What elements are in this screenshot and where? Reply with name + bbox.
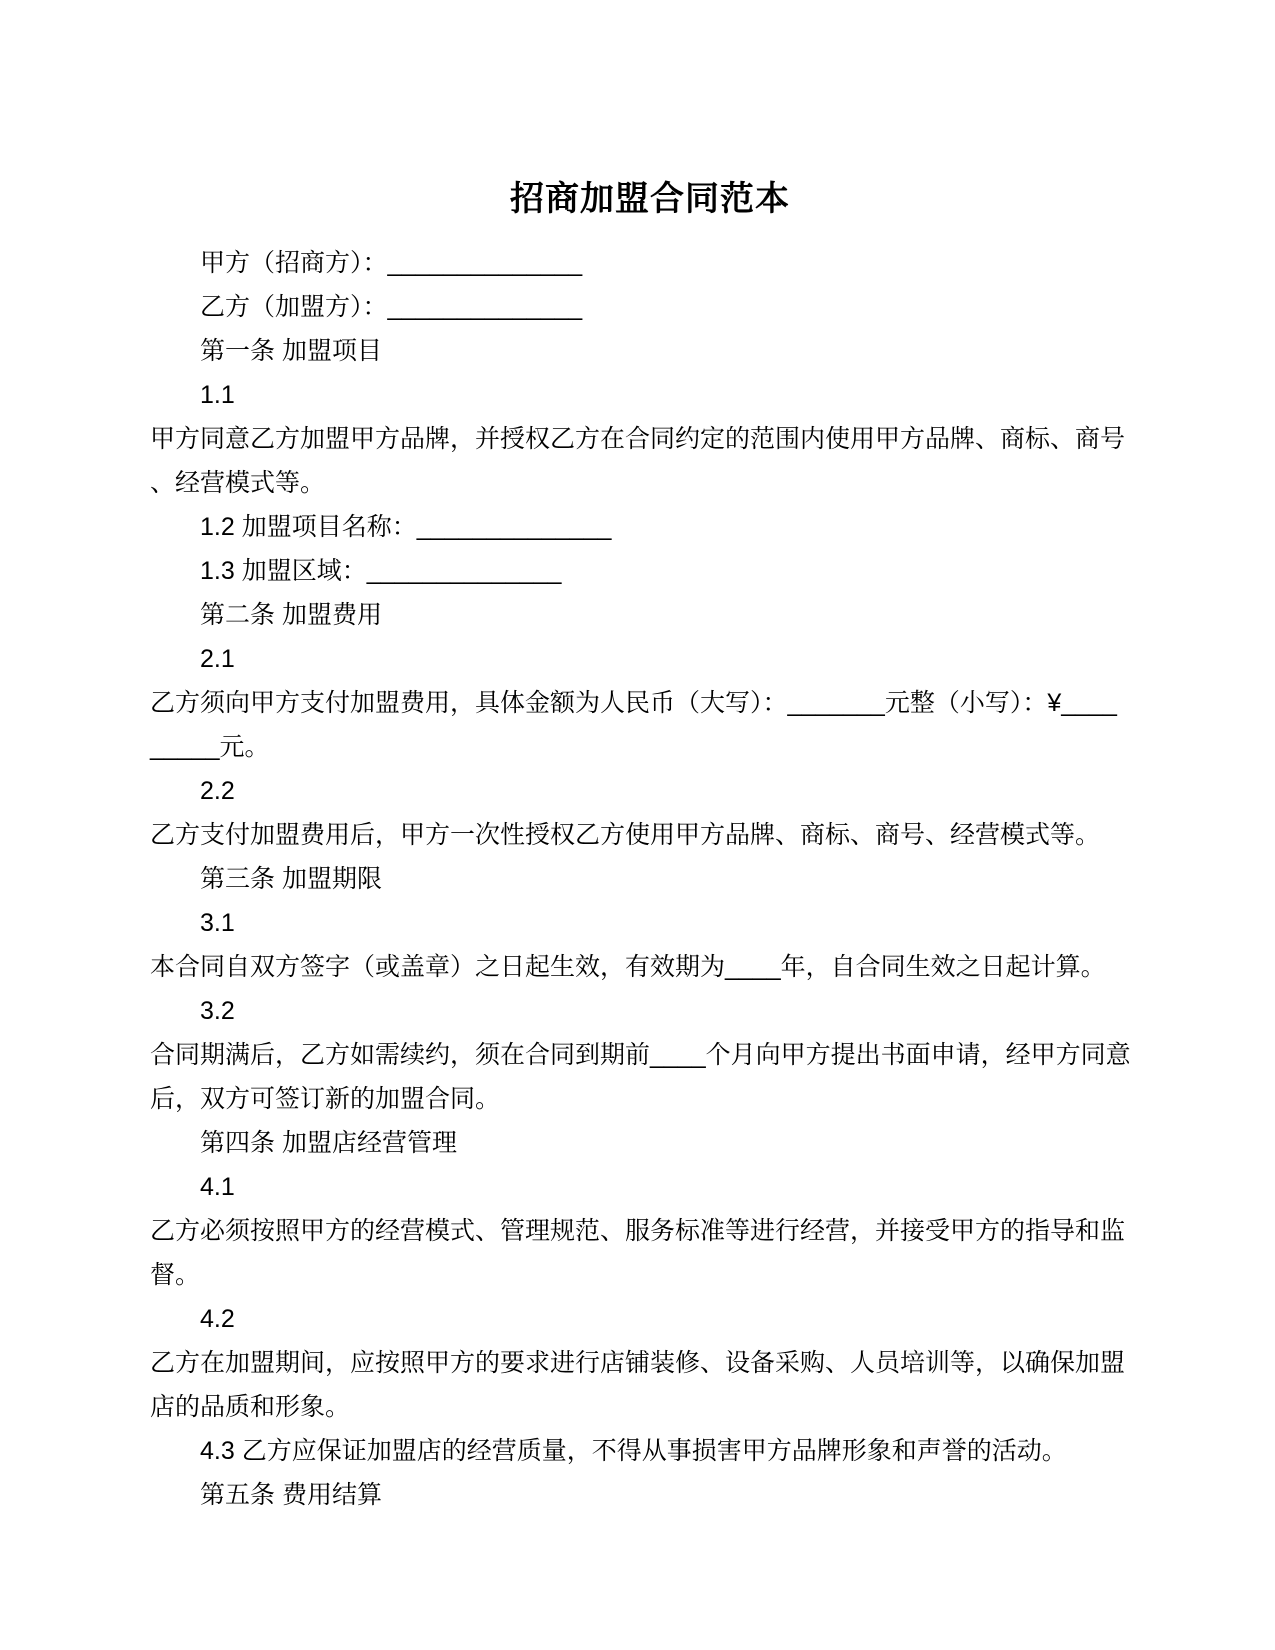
contract-line: 1.3 加盟区域：______________: [200, 557, 562, 585]
contract-line: 4.2: [200, 1305, 235, 1333]
contract-line: _____元。: [150, 733, 270, 761]
contract-line: 1.1: [200, 381, 235, 409]
contract-line: 乙方在加盟期间，应按照甲方的要求进行店铺装修、设备采购、人员培训等，以确保加盟: [150, 1349, 1126, 1377]
contract-line: 3.1: [200, 909, 235, 937]
contract-line: 1.2 加盟项目名称：______________: [200, 513, 612, 541]
contract-line: 乙方（加盟方）：______________: [200, 293, 583, 321]
contract-line: 、经营模式等。: [150, 469, 326, 497]
document-body: [150, 241, 1150, 1517]
contract-line: 督。: [150, 1261, 201, 1289]
contract-line: 第五条 费用结算: [200, 1481, 382, 1509]
contract-line: 甲方（招商方）：______________: [200, 249, 583, 277]
contract-line: 乙方支付加盟费用后，甲方一次性授权乙方使用甲方品牌、商标、商号、经营模式等。: [150, 821, 1101, 849]
contract-line: 本合同自双方签字（或盖章）之日起生效，有效期为____年，自合同生效之日起计算。: [150, 953, 1106, 981]
contract-line: 4.3 乙方应保证加盟店的经营质量，不得从事损害甲方品牌形象和声誉的活动。: [200, 1437, 1067, 1465]
contract-line: 第三条 加盟期限: [200, 865, 382, 893]
contract-line: 第二条 加盟费用: [200, 601, 382, 629]
contract-line: 后，双方可签订新的加盟合同。: [150, 1085, 501, 1113]
contract-line: 店的品质和形象。: [150, 1393, 351, 1421]
contract-line: 2.2: [200, 777, 235, 805]
contract-line: 第四条 加盟店经营管理: [200, 1129, 457, 1157]
document-title: 招商加盟合同范本: [510, 180, 790, 218]
contract-line: 乙方必须按照甲方的经营模式、管理规范、服务标准等进行经营，并接受甲方的指导和监: [150, 1217, 1126, 1245]
contract-line: 3.2: [200, 997, 235, 1025]
contract-line: 第一条 加盟项目: [200, 337, 382, 365]
contract-page: [150, 0, 1150, 1517]
contract-line: 4.1: [200, 1173, 235, 1201]
contract-line: 乙方须向甲方支付加盟费用，具体金额为人民币（大写）：_______元整（小写）：¥____: [150, 689, 1117, 717]
contract-line: 2.1: [200, 645, 235, 673]
contract-line: 甲方同意乙方加盟甲方品牌，并授权乙方在合同约定的范围内使用甲方品牌、商标、商号: [150, 425, 1126, 453]
contract-line: 合同期满后，乙方如需续约，须在合同到期前____个月向甲方提出书面申请，经甲方同意: [150, 1041, 1131, 1069]
